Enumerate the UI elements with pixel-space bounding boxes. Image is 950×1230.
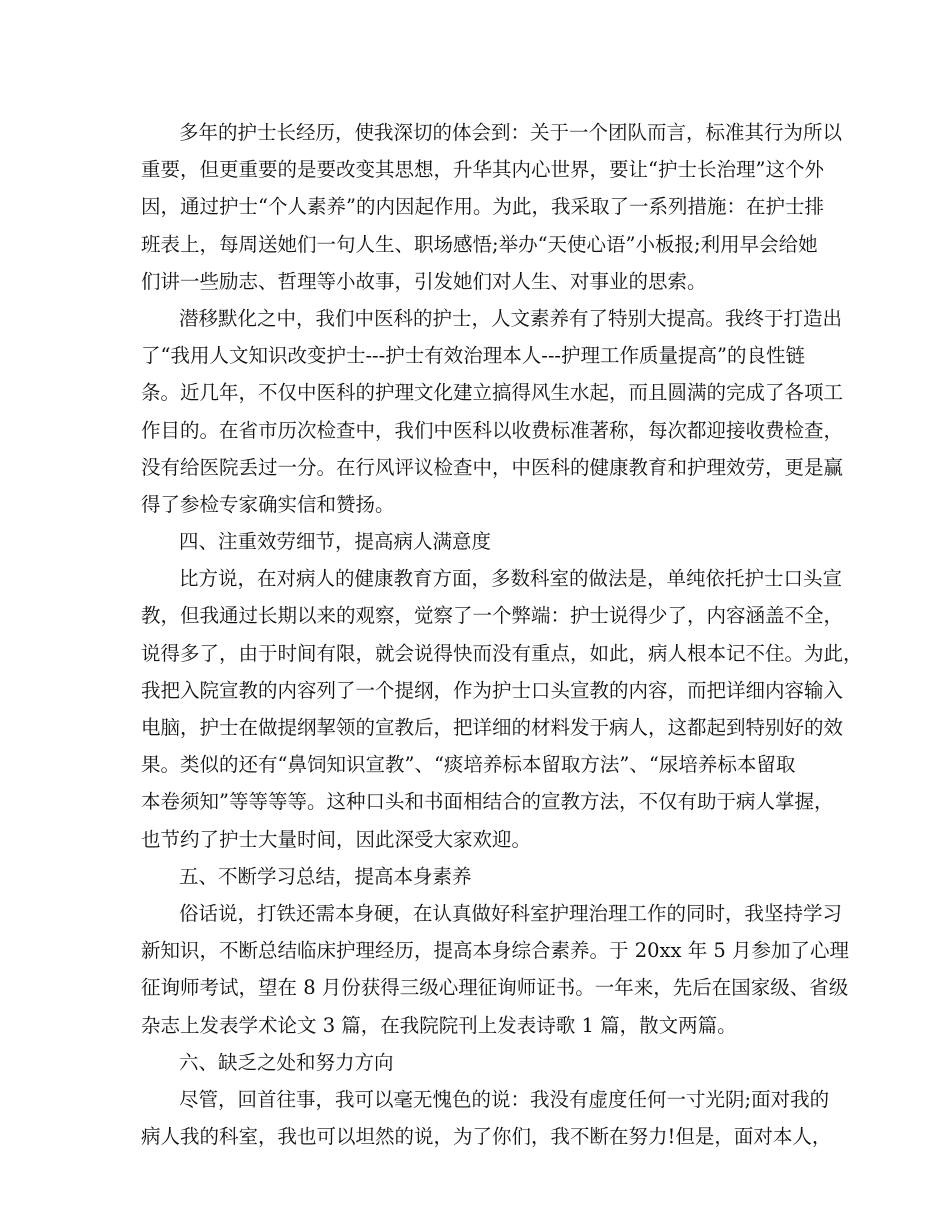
text-line: 征询师考试，望在 8 月份获得三级心理征询师证书。一年来，先后在国家级、省级 <box>141 976 849 1000</box>
text-line: 潜移默化之中，我们中医科的护士，人文素养有了特别大提高。我终于打造出 <box>179 306 843 330</box>
text-line: 俗话说，打铁还需本身硬，在认真做好科室护理治理工作的同时，我坚持学习 <box>179 901 843 925</box>
text-line: 也节约了护士大量时间，因此深受大家欢迎。 <box>141 827 532 851</box>
text-line: 条。近几年，不仅中医科的护理文化建立搞得风生水起，而且圆满的完成了各项工 <box>141 381 844 405</box>
text-line: 了“我用人文知识改变护士---护士有效治理本人---护理工作质量提高”的良性链 <box>141 344 805 368</box>
text-line: 比方说，在对病人的健康教育方面，多数科室的做法是，单纯依托护士口头宣 <box>179 567 843 591</box>
text-line: 本卷须知”等等等等。这种口头和书面相结合的宣教方法，不仅有助于病人掌握， <box>141 790 834 814</box>
text-line: 果。类似的还有“鼻饲知识宣教”、“痰培养标本留取方法”、“尿培养标本留取 <box>141 753 796 777</box>
text-line: 教，但我通过长期以来的观察，觉察了一个弊端：护士说得少了，内容涵盖不全， <box>141 604 844 628</box>
text-line: 电脑，护士在做提纲挈领的宣教后，把详细的材料发于病人，这都起到特别好的效 <box>141 716 844 739</box>
text-line: 杂志上发表学术论文 3 篇，在我院院刊上发表诗歌 1 篇，散文两篇。 <box>141 1013 737 1037</box>
text-line: 们讲一些励志、哲理等小故事，引发她们对人生、对事业的思索。 <box>141 269 707 293</box>
text-line: 班表上，每周送她们一句人生、职场感悟;举办“天使心语”小板报;利用早会给她 <box>141 232 818 256</box>
text-line: 没有给医院丢过一分。在行风评议检查中，中医科的健康教育和护理效劳，更是赢 <box>141 455 844 479</box>
document-body <box>141 114 863 1155</box>
section-heading <box>141 523 821 560</box>
text-line: 我把入院宣教的内容列了一个提纲，作为护士口头宣教的内容，而把详细内容输入 <box>141 678 844 702</box>
text-line: 尽管，回首往事，我可以毫无愧色的说：我没有虚度任何一寸光阴;面对我的 <box>179 1087 830 1111</box>
section-heading <box>141 858 821 895</box>
heading-line: 四、注重效劳细节，提高病人满意度 <box>179 530 492 554</box>
text-line: 重要，但更重要的是要改变其思想，升华其内心世界，要让“护士长治理”这个外 <box>141 158 824 182</box>
text-line: 多年的护士长经历，使我深切的体会到：关于一个团队而言，标准其行为所以 <box>179 121 843 144</box>
heading-line: 六、缺乏之处和努力方向 <box>179 1050 394 1074</box>
paragraph <box>141 114 843 300</box>
text-line: 因，通过护士“个人素养”的内因起作用。为此，我采取了一系列措施：在护士排 <box>141 195 824 219</box>
paragraph <box>141 1081 832 1155</box>
paragraph <box>141 895 850 1044</box>
text-line: 说得多了，由于时间有限，就会说得快而没有重点，如此，病人根本记不住。为此， <box>141 641 863 665</box>
section-heading <box>141 1044 821 1081</box>
text-line: 病人我的科室，我也可以坦然的说，为了你们，我不断在努力!但是，面对本人， <box>141 1125 832 1149</box>
text-line: 新知识，不断总结临床护理经历，提高本身综合素养。于 20xx 年 5 月参加了心理 <box>141 939 850 963</box>
heading-line: 五、不断学习总结，提高本身素养 <box>179 864 472 888</box>
paragraph <box>141 560 863 858</box>
text-line: 作目的。在省市历次检查中，我们中医科以收费标准著称，每次都迎接收费检查， <box>141 418 844 442</box>
paragraph <box>141 300 844 523</box>
text-line: 得了参检专家确实信和赞扬。 <box>141 492 395 516</box>
